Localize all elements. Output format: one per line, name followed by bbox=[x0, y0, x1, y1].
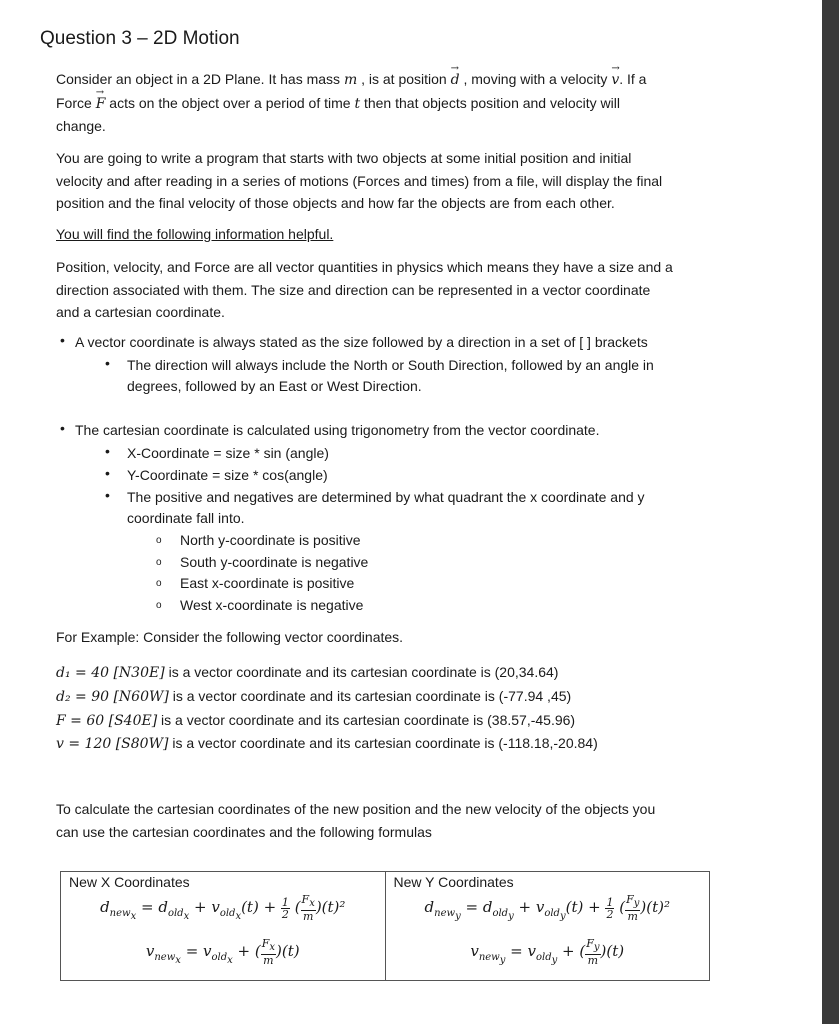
bullet-icon: • bbox=[105, 355, 110, 371]
bullet-icon: • bbox=[105, 487, 110, 503]
y-position-formula: $d_{new_y} = d_{old_y} + v_{old_y}(t)$ + $\frac{1}{2}$ ( $\frac{F_y}{m}$ )(t)² bbox=[424, 893, 670, 923]
circle-bullet-icon: o bbox=[156, 557, 162, 568]
quadrant-south: South y-coordinate is negative bbox=[180, 554, 369, 570]
bullet-cartesian: The cartesian coordinate is calculated using trigonometry from the vector coordinate. bbox=[75, 422, 600, 438]
y-header: New Y Coordinates bbox=[393, 874, 514, 890]
y-formulas-cell bbox=[385, 872, 710, 981]
helpful-heading: You will find the following information helpful. bbox=[56, 226, 334, 242]
bullet-direction: The direction will always include the North or South Direction, followed by an angle in degrees, followed by an East or West Direction. bbox=[127, 357, 654, 394]
bullet-icon: • bbox=[105, 443, 110, 459]
circle-bullet-icon: o bbox=[156, 578, 162, 589]
quadrant-north: North y-coordinate is positive bbox=[180, 532, 361, 548]
y-velocity-formula: $v_{new_y} = v_{old_y}$ + ( $\frac{F_y}{m}$ )(t) bbox=[470, 937, 625, 967]
bullet-vector-coordinate: A vector coordinate is always stated as the size followed by a direction in a set of [ ] brackets bbox=[75, 334, 648, 350]
calc-paragraph: To calculate the cartesian coordinates of the new position and the new velocity of the objects you can use the cartesian coordinates and the following formulas bbox=[56, 801, 656, 840]
x-header: New X Coordinates bbox=[69, 874, 190, 890]
example-line: F = 60 [S40E] is a vector coordinate and its cartesian coordinate is (38.57,-45.96) bbox=[56, 712, 576, 729]
x-coordinate-rule: X-Coordinate = size * sin (angle) bbox=[127, 445, 329, 461]
example-line: d₁ = 40 [N30E] is a vector coordinate and its cartesian coordinate is (20,34.64) bbox=[56, 664, 559, 681]
window-edge bbox=[822, 0, 839, 1024]
x-velocity-formula: $v_{new_x} = v_{old_x}$ + ( $\frac{F_x}{m}$ )(t) bbox=[145, 937, 300, 967]
program-paragraph: You are going to write a program that starts with two objects at some initial position and initial velocity and after reading in a series of motions (Forces and times) from a file, will display the final position and the final velocity of those objects and how far the objects are from each other. bbox=[56, 150, 663, 211]
x-formulas-cell bbox=[61, 872, 386, 981]
bullet-icon: • bbox=[60, 420, 65, 436]
circle-bullet-icon: o bbox=[156, 535, 162, 546]
page-title: Question 3 – 2D Motion bbox=[40, 28, 240, 49]
circle-bullet-icon: o bbox=[156, 600, 162, 611]
example-line: d₂ = 90 [N60W] is a vector coordinate and its cartesian coordinate is (-77.94 ,45) bbox=[56, 688, 572, 705]
quadrant-east: East x-coordinate is positive bbox=[180, 575, 355, 591]
bullet-icon: • bbox=[60, 332, 65, 348]
formula-table bbox=[60, 871, 710, 981]
bullet-icon: • bbox=[105, 465, 110, 481]
y-coordinate-rule: Y-Coordinate = size * cos(angle) bbox=[127, 467, 328, 483]
vectors-paragraph: Position, velocity, and Force are all vector quantities in physics which means they have a size and a direction associated with them. The size and direction can be represented in a vector coordinate and a cartesian coordinate. bbox=[56, 259, 673, 320]
sign-rule: The positive and negatives are determined by what quadrant the x coordinate and y coordinate fall into. bbox=[127, 489, 645, 526]
intro-paragraph: Consider an object in a 2D Plane. It has mass m , is at position → d , moving with a velocity → v. If a Force → F acts on the object over a period of time t then that objects position and velocity will change. bbox=[56, 68, 716, 138]
example-intro: For Example: Consider the following vector coordinates. bbox=[56, 629, 404, 645]
quadrant-west: West x-coordinate is negative bbox=[180, 597, 364, 613]
x-position-formula: $d_{new_x} = d_{old_x} + v_{old_x}(t)$ + $\frac{1}{2}$ ( $\frac{F_x}{m}$ )(t)² bbox=[100, 893, 346, 923]
example-line: v = 120 [S80W] is a vector coordinate and its cartesian coordinate is (-118.18,-20.84) bbox=[56, 735, 598, 752]
